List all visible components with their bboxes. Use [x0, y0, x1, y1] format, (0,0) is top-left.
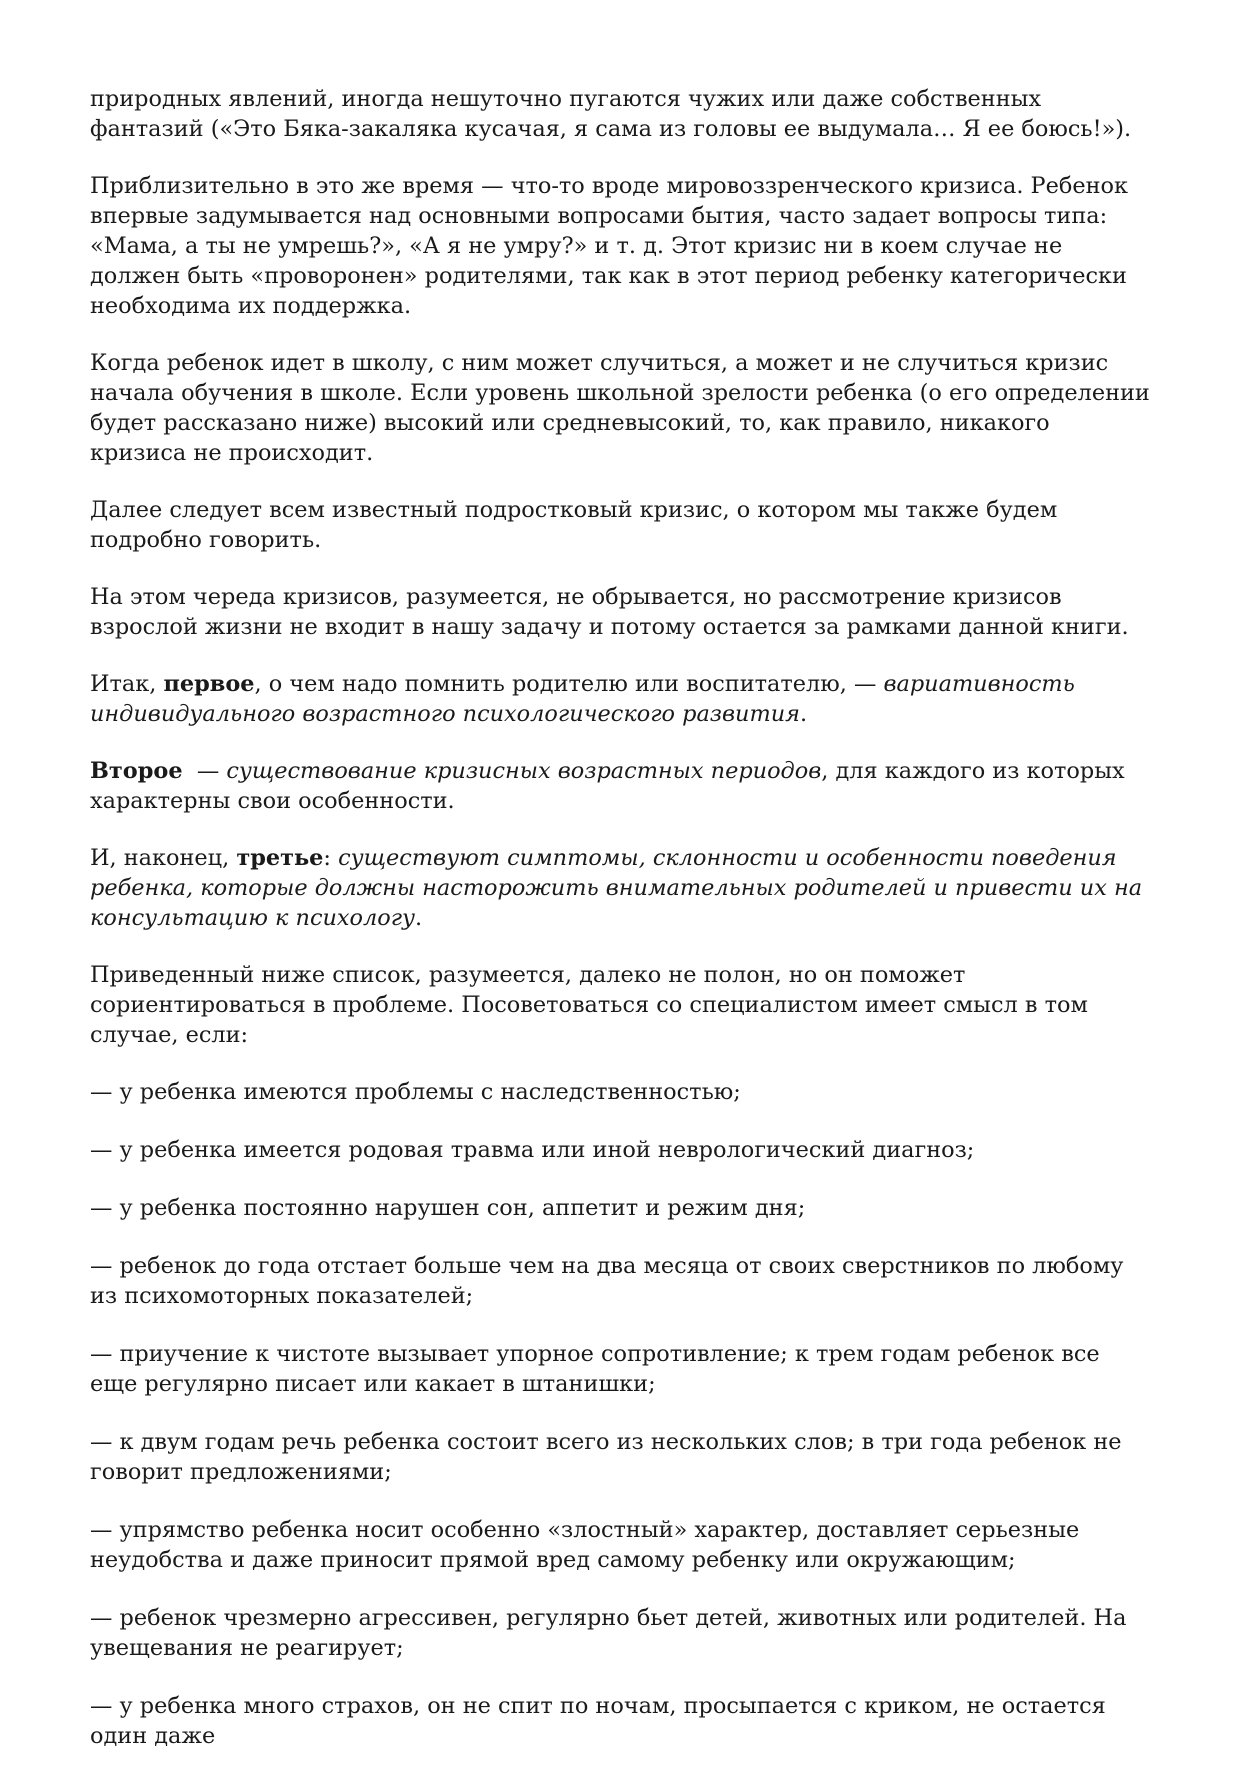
- paragraph-adult-crises: На этом череда кризисов, разумеется, не обрывается, но рассмотрение кризисов взрослой жизни не входит в нашу задачу и потому остается за рамками данной книги.: [90, 584, 1129, 640]
- paragraph-first-point: [90, 669, 1152, 729]
- list-item: — ребенок до года отстает больше чем на два месяца от своих сверстников по любому из психомоторных показателей;: [90, 1253, 1124, 1309]
- paragraph-school-crisis: Когда ребенок идет в школу, с ним может случиться, а может и не случиться кризис начала обучения в школе. Если уровень школьной зрелости ребенка (о его определении будет рассказано ниже) высокий или средневысокий, то, как правило, никакого кризиса не происходит.: [90, 350, 1150, 466]
- first-bold: первое: [163, 671, 255, 697]
- first-middle: , о чем надо помнить родителю или воспитателю, —: [254, 671, 884, 697]
- list-item: — у ребенка много страхов, он не спит по ночам, просыпается с криком, не остается один даже: [90, 1693, 1106, 1749]
- list-item: — приучение к чистоте вызывает упорное сопротивление; к трем годам ребенок все еще регулярно писает или какает в штанишки;: [90, 1341, 1100, 1397]
- first-italic: вариативность индивидуального возрастного психологического развития: [90, 671, 1075, 727]
- paragraph-worldview-crisis: Приблизительно в это же время — что-то вроде мировоззренческого кризиса. Ребенок впервые задумывается над основными вопросами бытия, часто задает вопросы типа: «Мама, а ты не умрешь?», «А я не умру?» и т. д. Этот кризис ни в коем случае не должен быть «проворонен» родителями, так как в этот период ребенку категорически необходима их поддержка.: [90, 173, 1129, 319]
- list-item: — у ребенка имеются проблемы с наследственностью;: [90, 1079, 741, 1105]
- third-italic: существуют симптомы, склонности и особенности поведения ребенка, которые должны насторожить внимательных родителей и привести их на консультацию к психологу: [90, 845, 1143, 931]
- second-bold: Второе: [90, 758, 183, 784]
- paragraph-list-intro: Приведенный ниже список, разумеется, далеко не полон, но он поможет сориентироваться в проблеме. Посоветоваться со специалистом имеет смысл в том случае, если:: [90, 962, 1088, 1048]
- paragraph-teen-crisis: Далее следует всем известный подростковый кризис, о котором мы также будем подробно говорить.: [90, 497, 1058, 553]
- list-item: — упрямство ребенка носит особенно «злостный» характер, доставляет серьезные неудобства и даже приносит прямой вред самому ребенку или окружающим;: [90, 1517, 1080, 1573]
- paragraph-fears-fantasies: природных явлений, иногда нешуточно пугаются чужих или даже собственных фантазий («Это Бяка-закаляка кусачая, я сама из головы ее выдумала… Я ее боюсь!»).: [90, 86, 1132, 142]
- list-item: — ребенок чрезмерно агрессивен, регулярно бьет детей, животных или родителей. На увещевания не реагирует;: [90, 1605, 1127, 1661]
- third-lead: И, наконец,: [90, 845, 237, 871]
- first-lead: Итак,: [90, 671, 164, 697]
- list-item: — к двум годам речь ребенка состоит всего из нескольких слов; в три года ребенок не говорит предложениями;: [90, 1429, 1122, 1485]
- list-item: — у ребенка имеется родовая травма или иной неврологический диагноз;: [90, 1137, 975, 1163]
- third-end: .: [415, 905, 423, 931]
- second-end: , для каждого из которых характерны свои особенности.: [90, 758, 1125, 814]
- document-page: [90, 84, 1152, 1779]
- first-end: .: [799, 701, 808, 727]
- list-item: — у ребенка постоянно нарушен сон, аппетит и режим дня;: [90, 1195, 806, 1221]
- second-middle: —: [182, 758, 227, 784]
- paragraph-second-point: [90, 756, 1152, 816]
- third-middle: :: [323, 845, 339, 871]
- third-bold: третье: [236, 845, 324, 871]
- paragraph-third-point: [90, 843, 1152, 933]
- second-italic: существование кризисных возрастных периодов: [226, 758, 822, 784]
